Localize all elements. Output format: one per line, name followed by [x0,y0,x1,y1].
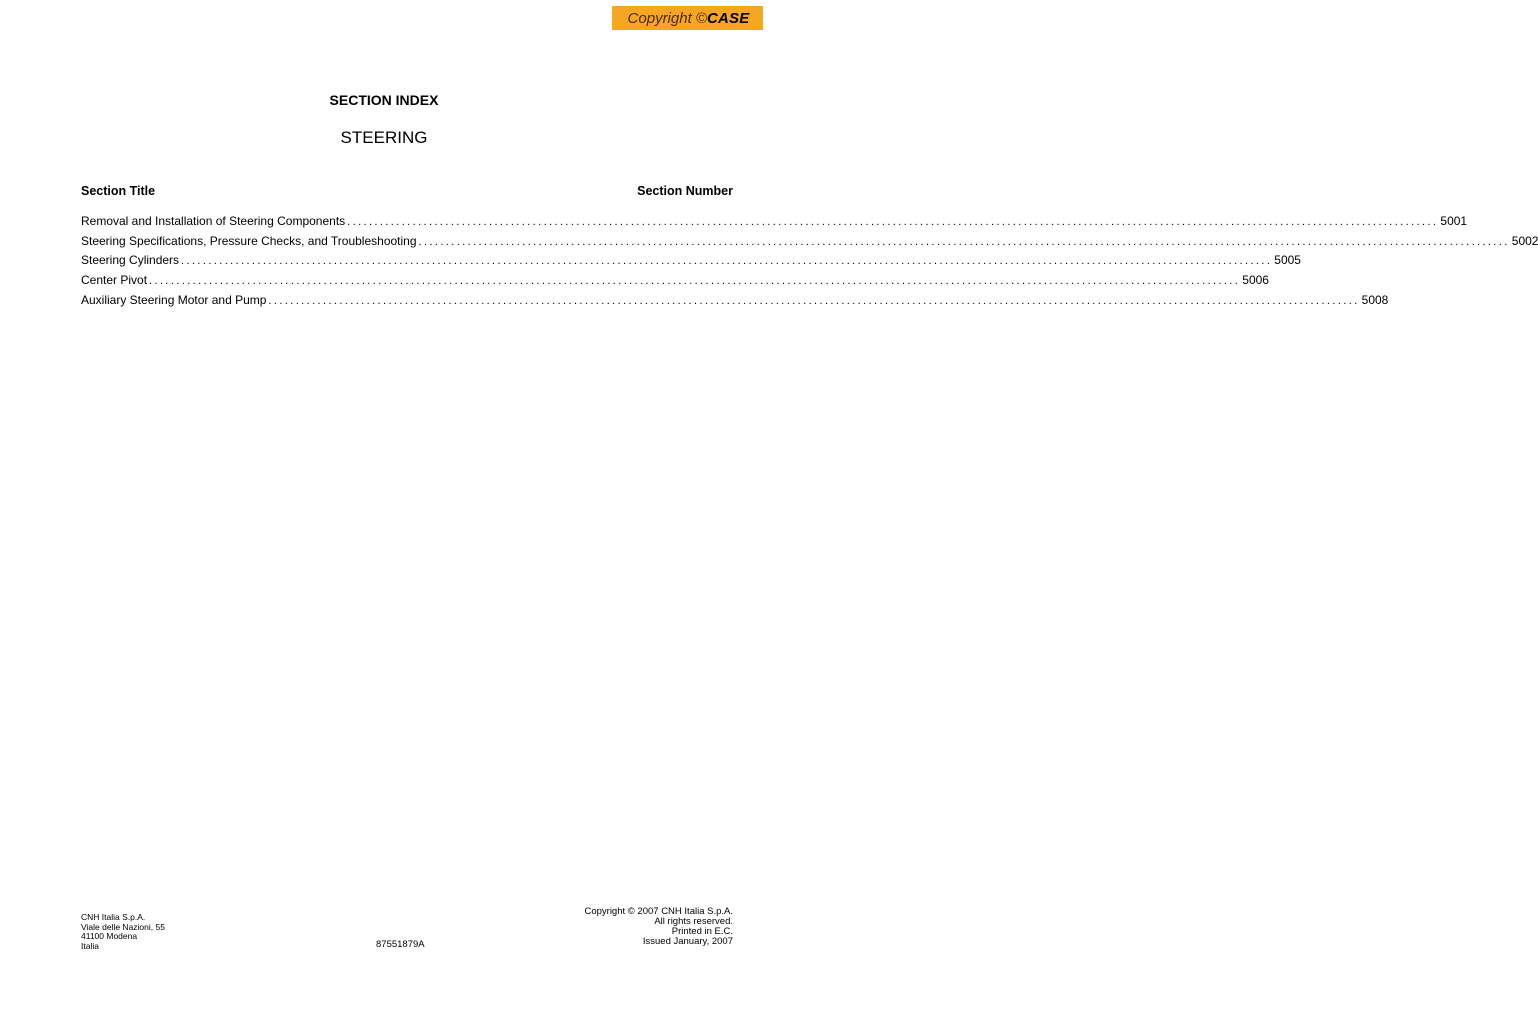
copyright-badge [612,6,763,30]
address-line: 41100 Modena [81,931,138,941]
toc-entry-title: Steering Specifications, Pressure Checks, and Troubleshooting [81,233,417,248]
rights-line: Printed in E.C. [671,926,733,937]
address-line: CNH Italia S.p.A. [81,912,146,922]
dot-leader: ........................................................................................................................................................................................................ [181,255,1273,268]
toc-row[interactable] [81,273,1269,293]
address-line: Viale delle Nazioni, 55 [81,921,165,932]
dot-leader: ........................................................................................................................................................................................................ [347,216,1439,228]
rights-line: All rights reserved. [654,916,733,927]
toc-entry-number: 5005 [1274,253,1301,268]
address-line: Italia [81,940,99,951]
dot-leader: ........................................................................................................................................................................................................ [149,275,1241,288]
case-logo-text: CASE [706,9,750,27]
toc-entry-number: 5008 [1361,292,1389,307]
dot-leader: ........................................................................................................................................................................................................ [268,294,1360,307]
part-number: 87551879A [376,939,425,950]
publisher-address [81,913,165,951]
table-of-contents [81,214,1538,312]
rights-line: Issued January, 2007 [642,936,733,947]
section-index-heading: SECTION INDEX [329,92,439,108]
toc-entry-title: Auxiliary Steering Motor and Pump [81,292,267,307]
copyright-label: Copyright © [627,9,707,27]
toc-entry-number: 5002 [1511,233,1538,248]
rights-line: Copyright © 2007 CNH Italia S.p.A. [584,906,733,917]
toc-entry-title: Center Pivot [81,273,148,288]
toc-entry-title: Removal and Installation of Steering Components [81,214,346,228]
page-title: STEERING [340,128,428,147]
toc-row[interactable] [81,214,1468,234]
column-header-section-number: Section Number [637,184,733,198]
toc-entry-title: Steering Cylinders [81,253,180,268]
toc-entry-number: 5001 [1440,214,1468,228]
dot-leader: ........................................................................................................................................................................................................ [418,235,1510,248]
toc-row[interactable] [81,233,1538,254]
toc-row[interactable] [81,292,1389,313]
copyright-notice [584,907,733,947]
toc-entry-number: 5006 [1242,273,1269,288]
toc-row[interactable] [81,253,1301,273]
column-header-section-title: Section Title [81,184,156,198]
